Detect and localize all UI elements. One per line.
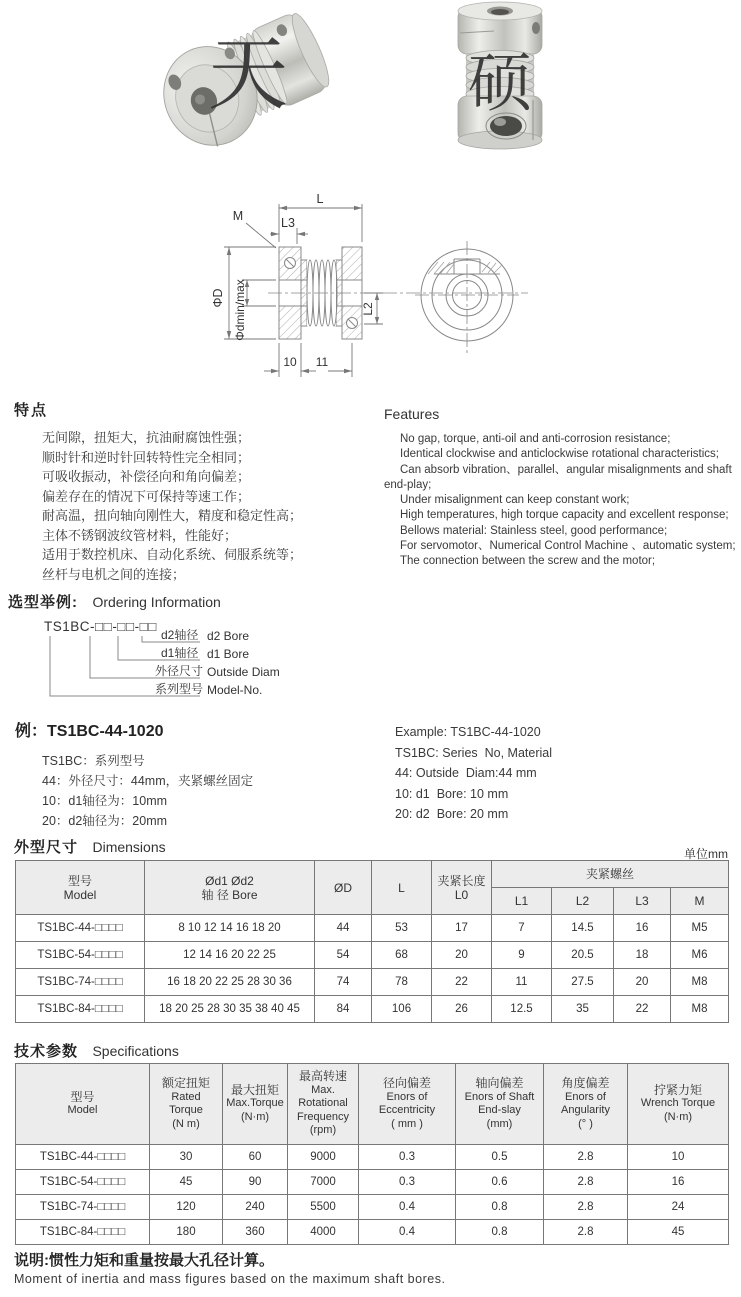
col-l3: L3 (614, 888, 671, 915)
example-title: 例：TS1BC-44-1020 (15, 723, 164, 740)
front-view (415, 241, 519, 353)
cell-model: TS1BC-54-□□□□ (16, 1170, 150, 1195)
feature-en-item: Identical clockwise and anticlockwise rotational characteristics; (400, 448, 719, 461)
cell-l0: 20 (432, 942, 492, 969)
feature-cn-item: 顺时针和逆时针回转特性完全相同； (42, 449, 251, 465)
example-cn-line: 44：外径尺寸：44mm，夹紧螺丝固定 (42, 774, 254, 788)
cell-m: M6 (671, 942, 729, 969)
features-en-title: Features (384, 406, 440, 422)
cell-l3: 18 (614, 942, 671, 969)
col-wrench-torque: 拧紧力矩 Wrench Torque (N·m) (628, 1064, 729, 1145)
table-row (16, 915, 729, 942)
cell-l0: 17 (432, 915, 492, 942)
dimensions-title-en: Dimensions (92, 839, 166, 855)
example-cn-line: TS1BC：系列型号 (42, 754, 145, 768)
specs-table-head (16, 1064, 729, 1145)
feature-en-item: For servomotor、Numerical Control Machine 、automatic system; (400, 540, 736, 553)
cell-wrench: 16 (628, 1170, 729, 1195)
col-model: 型号 Model (16, 1064, 150, 1145)
cell-l3: 22 (614, 996, 671, 1023)
product-photo-right (436, 0, 564, 150)
example-en-line: Example: TS1BC-44-1020 (395, 725, 541, 739)
unit-label: 单位mm (684, 847, 728, 861)
ordering-label-en: Model-No. (207, 683, 263, 697)
cell-end: 0.8 (456, 1195, 544, 1220)
feature-en-item: High temperatures, high torque capacity and excellent response; (400, 509, 729, 522)
specs-table-body (16, 1145, 729, 1245)
cell-speed: 4000 (288, 1220, 359, 1245)
col-group-clamp-screw: 夹紧螺丝 (492, 861, 729, 888)
cell-l2: 35 (552, 996, 614, 1023)
cell-bore: 16 18 20 22 25 28 30 36 (145, 969, 315, 996)
dim-label-L3: L3 (281, 216, 295, 230)
col-bore: Ød1 Ød2 轴 径 Bore (145, 861, 315, 915)
ordering-label-cn: d1轴径 (161, 646, 199, 660)
cell-rated: 120 (150, 1195, 223, 1220)
cell-model: TS1BC-44-□□□□ (16, 1145, 150, 1170)
example-en-line: 20: d2 Bore: 20 mm (395, 807, 509, 821)
feature-en-item: Bellows material: Stainless steel, good performance; (400, 524, 668, 537)
cell-l3: 16 (614, 915, 671, 942)
cell-ang: 2.8 (544, 1170, 628, 1195)
cell-l: 68 (372, 942, 432, 969)
example-en-line: 44: Outside Diam:44 mm (395, 766, 537, 780)
specs-heading (14, 1040, 179, 1061)
specs-title-cn: 技术参数 (14, 1043, 79, 1060)
col-eccentricity: 径向偏差 Enors of Eccentricity ( mm ) (359, 1064, 456, 1145)
feature-cn-item: 耐高温，扭向轴向刚性大，精度和稳定性高； (42, 508, 303, 523)
cell-model: TS1BC-74-□□□□ (16, 969, 145, 996)
cell-l: 78 (372, 969, 432, 996)
example-en-section (395, 722, 552, 825)
dimensions-title-cn: 外型尺寸 (14, 839, 79, 856)
cell-l3: 20 (614, 969, 671, 996)
spec-header-row (16, 1064, 729, 1145)
cell-ecc: 0.3 (359, 1170, 456, 1195)
ordering-label-en: d1 Bore (207, 647, 250, 661)
dimensions-heading (14, 836, 166, 857)
dim-label-10: 10 (283, 355, 297, 369)
cell-max: 60 (223, 1145, 288, 1170)
cell-max: 90 (223, 1170, 288, 1195)
col-l1: L1 (492, 888, 552, 915)
feature-cn-item: 适用于数控机床、自动化系统、伺服系统等； (42, 547, 303, 562)
cell-speed: 5500 (288, 1195, 359, 1220)
ordering-label-en: d2 Bore (207, 629, 250, 643)
cell-model: TS1BC-84-□□□□ (16, 1220, 150, 1245)
table-row (16, 1170, 729, 1195)
cell-d: 44 (315, 915, 372, 942)
note-en: Moment of inertia and mass figures based on the maximum shaft bores. (14, 1272, 446, 1286)
example-en-line: 10: d1 Bore: 10 mm (395, 786, 509, 801)
feature-cn-item: 丝杆与电机之间的连接； (42, 566, 186, 582)
feature-en-item: Under misalignment can keep constant work; (400, 494, 630, 507)
example-cn-lines (42, 751, 253, 831)
ordering-label-en: Outside Diam (207, 665, 280, 679)
cell-d: 84 (315, 996, 372, 1023)
ordering-label-cn: 系列型号 (155, 682, 204, 696)
cell-l: 53 (372, 915, 432, 942)
side-view (268, 247, 528, 339)
cell-l1: 7 (492, 915, 552, 942)
features-cn-title: 特点 (14, 402, 49, 419)
cell-ecc: 0.3 (359, 1145, 456, 1170)
cell-l1: 12.5 (492, 996, 552, 1023)
cell-max: 360 (223, 1220, 288, 1245)
cell-ecc: 0.4 (359, 1220, 456, 1245)
cell-bore: 18 20 25 28 30 35 38 40 45 (145, 996, 315, 1023)
cell-rated: 45 (150, 1170, 223, 1195)
dimensions-table-body (16, 915, 729, 1023)
cell-max: 240 (223, 1195, 288, 1220)
cell-model: TS1BC-74-□□□□ (16, 1195, 150, 1220)
cell-rated: 180 (150, 1220, 223, 1245)
ordering-title-cn: 选型举例: (8, 594, 78, 611)
cell-d: 54 (315, 942, 372, 969)
dimensions-table-head (16, 861, 729, 915)
cell-m: M5 (671, 915, 729, 942)
col-clamp-length: 夹紧长度 L0 (432, 861, 492, 915)
watermark-left: 天 (208, 30, 288, 119)
cell-ang: 2.8 (544, 1145, 628, 1170)
col-m: M (671, 888, 729, 915)
note-cn: 说明:惯性力矩和重量按最大孔径计算。 (14, 1252, 274, 1269)
dim-label-phidminmax: Φdmin/max (233, 279, 247, 341)
cell-l1: 9 (492, 942, 552, 969)
table-row (16, 1195, 729, 1220)
ordering-labels (155, 627, 280, 697)
ordering-label-cn: 外径尺寸 (155, 664, 204, 678)
specs-table (15, 1063, 729, 1245)
cell-model: TS1BC-54-□□□□ (16, 942, 145, 969)
table-row (16, 969, 729, 996)
cell-wrench: 24 (628, 1195, 729, 1220)
feature-en-item: No gap, torque, anti-oil and anti-corrosion resistance; (400, 433, 671, 445)
features-cn-list (42, 428, 302, 584)
ordering-title-en: Ordering Information (92, 594, 221, 610)
cell-end: 0.8 (456, 1220, 544, 1245)
example-cn-line: 10：d1轴径为：10mm (42, 794, 168, 808)
cell-l0: 22 (432, 969, 492, 996)
cell-model: TS1BC-44-□□□□ (16, 915, 145, 942)
cell-l2: 14.5 (552, 915, 614, 942)
cell-end: 0.5 (456, 1145, 544, 1170)
specs-title-en: Specifications (92, 1043, 179, 1059)
cell-wrench: 45 (628, 1220, 729, 1245)
cell-wrench: 10 (628, 1145, 729, 1170)
ordering-heading (8, 591, 221, 612)
cell-speed: 9000 (288, 1145, 359, 1170)
dimensions-table (15, 860, 729, 1023)
col-l2: L2 (552, 888, 614, 915)
features-cn-section (14, 399, 302, 584)
product-photo-left (148, 6, 348, 148)
col-outer-diameter: ØD (315, 861, 372, 915)
cell-l1: 11 (492, 969, 552, 996)
col-model: 型号 Model (16, 861, 145, 915)
feature-en-item: Can absorb vibration、parallel、angular misalignments and shaft end-play; (384, 463, 732, 491)
cell-ang: 2.8 (544, 1195, 628, 1220)
watermark-right: 硕 (468, 47, 532, 119)
cell-l: 106 (372, 996, 432, 1023)
features-en-list (384, 432, 736, 570)
col-end-play: 轴向偏差 Enors of Shaft End-slay (mm) (456, 1064, 544, 1145)
cell-end: 0.6 (456, 1170, 544, 1195)
example-cn-line: 20：d2轴径为：20mm (42, 814, 168, 828)
cell-ecc: 0.4 (359, 1195, 456, 1220)
col-length: L (372, 861, 432, 915)
cell-model: TS1BC-84-□□□□ (16, 996, 145, 1023)
cell-bore: 8 10 12 14 16 18 20 (145, 915, 315, 942)
cell-l2: 27.5 (552, 969, 614, 996)
ordering-diagram (30, 612, 450, 712)
col-max-torque: 最大扭矩 Max.Torque (N·m) (223, 1064, 288, 1145)
col-rated-torque: 额定扭矩 Rated Torque (N m) (150, 1064, 223, 1145)
example-en-line: TS1BC: Series No, Material (395, 745, 552, 760)
feature-en-item: The connection between the screw and the motor; (400, 555, 656, 568)
feature-cn-item: 主体不锈钢波纹管材料，性能好； (42, 527, 238, 543)
dim-label-11: 11 (315, 355, 329, 369)
cell-speed: 7000 (288, 1170, 359, 1195)
table-row (16, 996, 729, 1023)
dim-label-M: M (232, 209, 244, 223)
example-cn-section (15, 718, 253, 831)
cell-l2: 20.5 (552, 942, 614, 969)
cell-l0: 26 (432, 996, 492, 1023)
table-row (16, 1145, 729, 1170)
table-row (16, 942, 729, 969)
cell-bore: 12 14 16 20 22 25 (145, 942, 315, 969)
dim-label-L: L (316, 192, 324, 206)
dim-header-row-1 (16, 861, 729, 888)
ordering-code: TS1BC-□□-□□-□□ (44, 619, 157, 634)
cell-rated: 30 (150, 1145, 223, 1170)
feature-cn-item: 无间隙，扭矩大，抗油耐腐蚀性强； (42, 430, 251, 445)
feature-cn-item: 偏差存在的情况下可保持等速工作； (42, 488, 251, 504)
col-angularity: 角度偏差 Enors of Angularity (° ) (544, 1064, 628, 1145)
front-view-hatch (428, 262, 502, 274)
table-row (16, 1220, 729, 1245)
cell-m: M8 (671, 969, 729, 996)
features-en-section (384, 406, 736, 570)
col-max-speed: 最高转速 Max. Rotational Frequency (rpm) (288, 1064, 359, 1145)
cell-ang: 2.8 (544, 1220, 628, 1245)
cell-m: M8 (671, 996, 729, 1023)
dim-label-phiD: ΦD (211, 288, 225, 308)
dim-label-L2: L2 (361, 302, 375, 316)
technical-drawing (176, 186, 564, 396)
feature-cn-item: 可吸收振动，补偿径向和角向偏差； (42, 469, 251, 484)
cell-d: 74 (315, 969, 372, 996)
ordering-label-cn: d2轴径 (161, 628, 199, 642)
